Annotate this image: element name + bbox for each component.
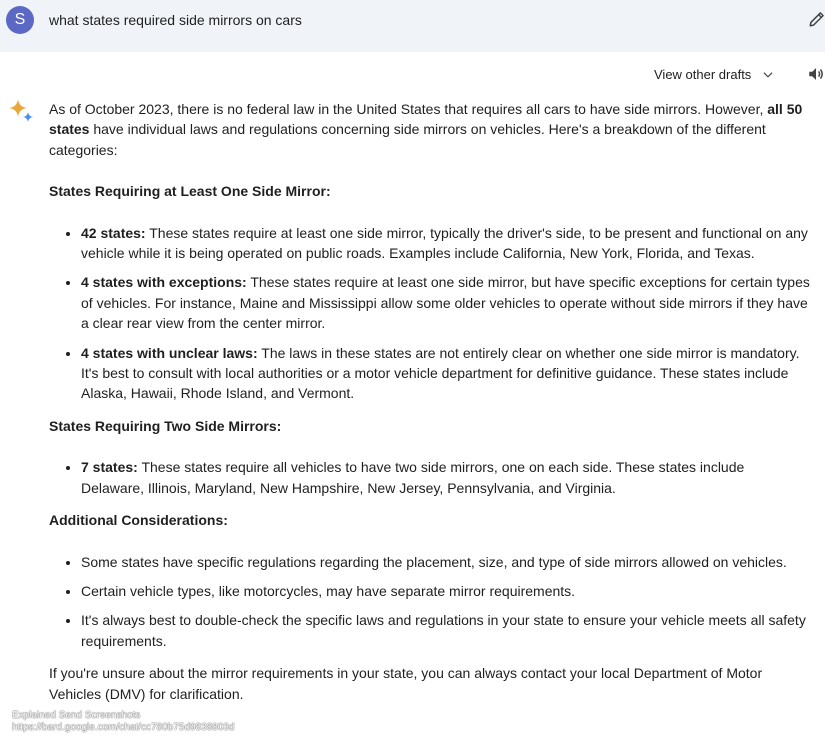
list-item: • Some states have specific regulations regarding the placement, size, and type of side mirrors allowed on vehicles. xyxy=(81,552,811,572)
speaker-icon[interactable] xyxy=(807,65,825,83)
chevron-down-icon xyxy=(761,68,775,82)
section-heading: States Requiring at Least One Side Mirror: xyxy=(49,183,331,200)
list-item xyxy=(81,272,811,333)
item-text: These states require at least one side mirror, typically the driver's side, to be present and functional on any vehicle while it is being operated on public roads. Examples include California, New York, Florida, and Texas. xyxy=(81,224,808,262)
edit-pencil-icon[interactable] xyxy=(808,10,825,28)
intro-bold: all 50 states xyxy=(49,101,803,138)
item-label: 4 states with unclear laws: xyxy=(81,344,258,361)
section3-list xyxy=(49,552,811,652)
section-heading: Additional Considerations: xyxy=(49,512,228,529)
section1-list xyxy=(49,223,811,404)
prompt-text: what states required side mirrors on cars xyxy=(49,12,302,28)
view-drafts-label: View other drafts xyxy=(654,67,752,82)
bard-sparkle-icon xyxy=(8,98,34,124)
view-other-drafts-button[interactable] xyxy=(654,67,775,82)
section-heading: States Requiring Two Side Mirrors: xyxy=(49,417,282,434)
watermark-url: https://bard.google.com/chat/cc780b75d9838803d xyxy=(12,722,235,733)
prompt-bar xyxy=(0,0,825,52)
list-item xyxy=(81,223,811,264)
list-item xyxy=(81,343,811,404)
item-label: 42 states: xyxy=(81,224,146,241)
intro-text: As of October 2023, there is no federal law in the United States that requires all cars to have side mirrors. However, xyxy=(49,101,768,117)
closing-paragraph: If you're unsure about the mirror requirements in your state, you can always contact your local Department of Motor Vehicles (DMV) for clarification. xyxy=(49,665,763,702)
list-item xyxy=(81,457,811,498)
item-text: These states require all vehicles to have two side mirrors, one on each side. These states include Delaware, Illinois, Maryland, New Hampshire, New Jersey, Pennsylvania, and Virginia. xyxy=(81,459,745,496)
response-body xyxy=(49,99,811,704)
list-item: • It's always best to double-check the specific laws and regulations in your state to ensure your vehicle meets all safety requirements. xyxy=(81,610,811,651)
watermark xyxy=(12,710,234,734)
section2-list xyxy=(49,457,811,498)
item-label: 4 states with exceptions: xyxy=(81,274,247,291)
avatar[interactable]: S xyxy=(6,6,34,34)
item-text: The laws in these states are not entirely clear on whether one side mirror is mandatory. It's best to consult with local authorities or a motor vehicle department for definitive guidance. These states include Alaska, Hawaii, Rhode Island, and Vermont. xyxy=(81,344,800,402)
intro-paragraph xyxy=(49,99,811,160)
watermark-line: Explained Send Screenshots xyxy=(12,710,141,721)
list-item: • Certain vehicle types, like motorcycles, may have separate mirror requirements. xyxy=(81,581,811,601)
intro-text-end: have individual laws and regulations concerning side mirrors on vehicles. Here's a breakdown of the different categories: xyxy=(49,121,766,158)
item-label: 7 states: xyxy=(81,459,138,476)
item-text: These states require at least one side mirror, but have specific exceptions for certain types of vehicles. For instance, Maine and Mississippi allow some older vehicles to operate without side mirrors if they have a clear rear view from the center mirror. xyxy=(81,274,810,332)
